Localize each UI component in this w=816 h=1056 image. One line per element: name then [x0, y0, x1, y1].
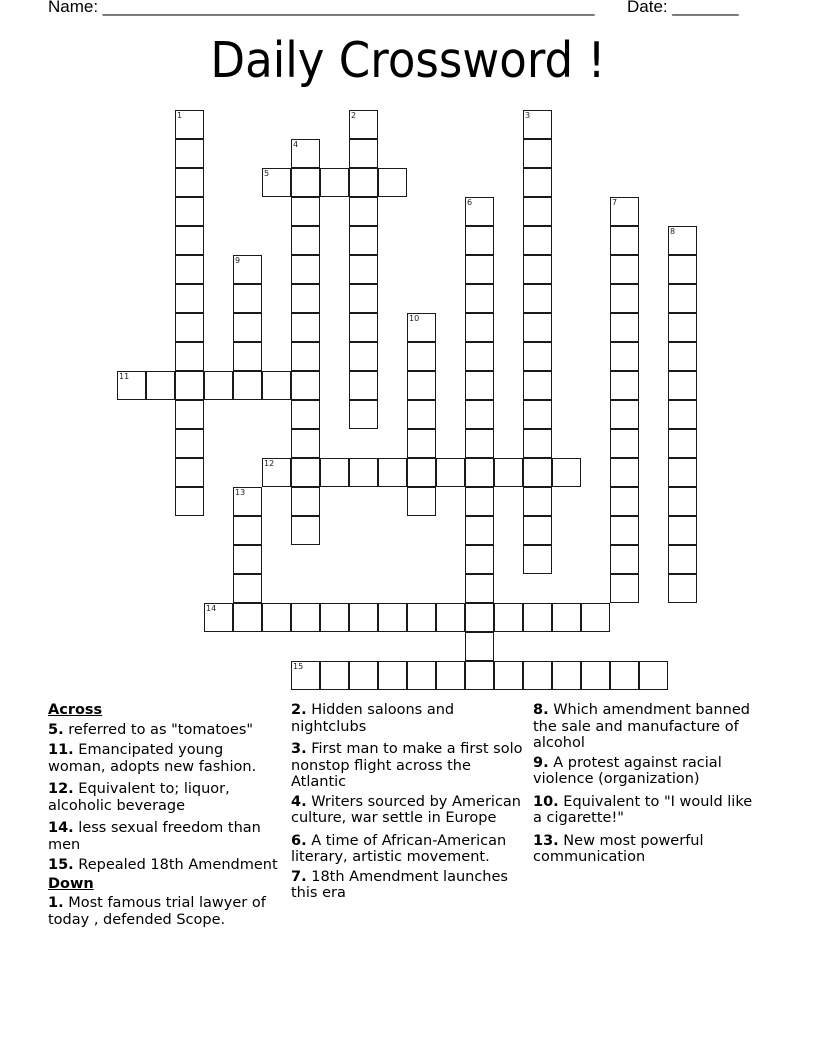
- grid-cell[interactable]: [668, 545, 697, 574]
- clue-down-9: [533, 755, 765, 788]
- grid-cell[interactable]: [523, 429, 552, 458]
- grid-cell[interactable]: [494, 458, 523, 487]
- grid-cell[interactable]: [668, 342, 697, 371]
- grid-cell[interactable]: [233, 545, 262, 574]
- clue-down-8: [533, 702, 765, 752]
- grid-cell[interactable]: [320, 168, 349, 197]
- grid-cell[interactable]: [378, 458, 407, 487]
- grid-cell[interactable]: [581, 661, 610, 690]
- grid-cell[interactable]: [378, 661, 407, 690]
- grid-cell[interactable]: [465, 632, 494, 661]
- clue-number: 2.: [291, 702, 307, 718]
- grid-cell[interactable]: [175, 400, 204, 429]
- grid-cell[interactable]: [233, 255, 262, 284]
- grid-cell[interactable]: [610, 226, 639, 255]
- grid-cell[interactable]: [349, 603, 378, 632]
- grid-cell[interactable]: [262, 371, 291, 400]
- grid-cell[interactable]: [349, 661, 378, 690]
- grid-cell[interactable]: [639, 661, 668, 690]
- grid-cell[interactable]: [175, 168, 204, 197]
- grid-cell[interactable]: [465, 458, 494, 487]
- grid-cell[interactable]: [523, 255, 552, 284]
- clue-number: 9.: [533, 754, 549, 771]
- grid-cell[interactable]: [407, 458, 436, 487]
- grid-cell[interactable]: [668, 371, 697, 400]
- grid-cell[interactable]: [233, 342, 262, 371]
- grid-cell[interactable]: [349, 313, 378, 342]
- grid-cell[interactable]: [668, 458, 697, 487]
- grid-cell[interactable]: [233, 574, 262, 603]
- name-field[interactable]: Name: ____________________________________________________: [48, 0, 595, 16]
- grid-cell[interactable]: [668, 487, 697, 516]
- across-heading: Across: [48, 702, 103, 718]
- clue-text: A protest against racial violence (organization): [533, 754, 722, 787]
- grid-cell[interactable]: [204, 371, 233, 400]
- grid-cell[interactable]: [523, 661, 552, 690]
- grid-cell[interactable]: [262, 458, 291, 487]
- grid-cell[interactable]: [610, 458, 639, 487]
- clues-column-3: [533, 702, 765, 870]
- grid-cell[interactable]: [233, 603, 262, 632]
- clue-number: 14.: [48, 820, 74, 836]
- page-title: Daily Crossword !: [210, 32, 606, 89]
- grid-cell[interactable]: [320, 661, 349, 690]
- clue-number: 8.: [533, 702, 549, 718]
- grid-cell[interactable]: [610, 545, 639, 574]
- grid-cell[interactable]: [523, 313, 552, 342]
- grid-cell[interactable]: [465, 342, 494, 371]
- clue-text: less sexual freedom than men: [48, 820, 261, 853]
- grid-cell[interactable]: [349, 342, 378, 371]
- grid-cell[interactable]: [175, 226, 204, 255]
- grid-cell[interactable]: [668, 226, 697, 255]
- grid-cell[interactable]: [465, 284, 494, 313]
- grid-cell[interactable]: [407, 603, 436, 632]
- grid-cell[interactable]: [291, 168, 320, 197]
- grid-cell[interactable]: [407, 487, 436, 516]
- grid-cell[interactable]: [610, 661, 639, 690]
- clue-down-10: [533, 794, 765, 827]
- grid-cell[interactable]: [523, 168, 552, 197]
- grid-cell[interactable]: [291, 255, 320, 284]
- grid-cell[interactable]: [320, 458, 349, 487]
- date-field[interactable]: Date: _______: [627, 0, 739, 16]
- grid-cell[interactable]: [349, 458, 378, 487]
- grid-cell[interactable]: [291, 400, 320, 429]
- grid-cell[interactable]: [407, 661, 436, 690]
- grid-cell[interactable]: [233, 371, 262, 400]
- grid-cell[interactable]: [494, 603, 523, 632]
- grid-cell[interactable]: [523, 545, 552, 574]
- grid-cell[interactable]: [465, 603, 494, 632]
- grid-cell[interactable]: [349, 371, 378, 400]
- cell-number: 5: [264, 169, 270, 178]
- grid-cell[interactable]: [465, 574, 494, 603]
- grid-cell[interactable]: [175, 110, 204, 139]
- cell-number: 10: [409, 314, 420, 323]
- grid-cell[interactable]: [436, 661, 465, 690]
- grid-cell[interactable]: [349, 110, 378, 139]
- clue-number: 5.: [48, 721, 64, 738]
- grid-cell[interactable]: [465, 400, 494, 429]
- grid-cell[interactable]: [349, 197, 378, 226]
- clue-number: 7.: [291, 868, 307, 885]
- clue-across-15: [48, 857, 280, 874]
- clue-text: A time of African-American literary, artistic movement.: [291, 832, 507, 865]
- cell-number: 9: [235, 256, 241, 265]
- grid-cell[interactable]: [523, 458, 552, 487]
- clue-number: 10.: [533, 793, 559, 810]
- grid-cell[interactable]: [146, 371, 175, 400]
- clue-across-12: [48, 781, 280, 814]
- grid-cell[interactable]: [668, 574, 697, 603]
- clue-down-6: [291, 833, 523, 866]
- clue-down-3: [291, 741, 523, 791]
- grid-cell[interactable]: [523, 342, 552, 371]
- grid-cell[interactable]: [175, 342, 204, 371]
- grid-cell[interactable]: [175, 487, 204, 516]
- grid-cell[interactable]: [291, 603, 320, 632]
- clue-text: referred to as "tomatoes": [68, 721, 254, 738]
- clue-across-14: [48, 820, 280, 853]
- grid-cell[interactable]: [378, 603, 407, 632]
- grid-cell[interactable]: [465, 516, 494, 545]
- clue-number: 3.: [291, 741, 307, 757]
- down-heading: Down: [48, 875, 94, 892]
- grid-cell[interactable]: [552, 458, 581, 487]
- grid-cell[interactable]: [291, 226, 320, 255]
- grid-cell[interactable]: [523, 226, 552, 255]
- clue-down-4: [291, 794, 523, 827]
- grid-cell[interactable]: [523, 400, 552, 429]
- grid-cell[interactable]: [291, 139, 320, 168]
- grid-cell[interactable]: [291, 284, 320, 313]
- grid-cell[interactable]: [610, 197, 639, 226]
- cell-number: 3: [525, 111, 531, 120]
- clue-number: 12.: [48, 781, 74, 797]
- grid-cell[interactable]: [465, 255, 494, 284]
- cell-number: 8: [670, 227, 676, 236]
- clue-text: Emancipated young woman, adopts new fashion.: [48, 742, 257, 775]
- grid-cell[interactable]: [407, 371, 436, 400]
- grid-cell[interactable]: [523, 516, 552, 545]
- cell-number: 13: [235, 488, 246, 497]
- clue-across-5: [48, 722, 280, 739]
- grid-cell[interactable]: [668, 255, 697, 284]
- grid-cell[interactable]: [523, 284, 552, 313]
- grid-cell[interactable]: [610, 342, 639, 371]
- clue-text: New most powerful communication: [533, 832, 704, 865]
- grid-cell[interactable]: [175, 429, 204, 458]
- grid-cell[interactable]: [523, 139, 552, 168]
- cell-number: 12: [264, 459, 275, 468]
- clue-text: First man to make a first solo nonstop flight across the Atlantic: [291, 741, 523, 790]
- clue-down-13: [533, 833, 765, 866]
- grid-cell[interactable]: [117, 371, 146, 400]
- grid-cell[interactable]: [552, 603, 581, 632]
- grid-cell[interactable]: [552, 661, 581, 690]
- grid-cell[interactable]: [581, 603, 610, 632]
- grid-cell[interactable]: [407, 400, 436, 429]
- grid-cell[interactable]: [610, 313, 639, 342]
- grid-cell[interactable]: [291, 487, 320, 516]
- clue-number: 6.: [291, 832, 307, 849]
- grid-cell[interactable]: [262, 603, 291, 632]
- grid-cell[interactable]: [610, 487, 639, 516]
- grid-cell[interactable]: [668, 313, 697, 342]
- grid-cell[interactable]: [175, 197, 204, 226]
- clues-column-2: [291, 702, 523, 906]
- grid-cell[interactable]: [233, 487, 262, 516]
- grid-cell[interactable]: [610, 574, 639, 603]
- grid-cell[interactable]: [291, 371, 320, 400]
- grid-cell[interactable]: [291, 516, 320, 545]
- clue-text: Most famous trial lawyer of today , defended Scope.: [48, 895, 266, 928]
- clue-text: Repealed 18th Amendment: [78, 857, 278, 873]
- grid-cell[interactable]: [233, 516, 262, 545]
- grid-cell[interactable]: [465, 545, 494, 574]
- grid-cell[interactable]: [610, 255, 639, 284]
- clue-down-7: [291, 869, 523, 902]
- grid-cell[interactable]: [204, 603, 233, 632]
- grid-cell[interactable]: [523, 603, 552, 632]
- clue-number: 11.: [48, 742, 74, 758]
- clue-across-11: [48, 742, 280, 775]
- grid-cell[interactable]: [610, 371, 639, 400]
- grid-cell[interactable]: [465, 487, 494, 516]
- cell-number: 7: [612, 198, 618, 207]
- grid-cell[interactable]: [349, 226, 378, 255]
- clue-number: 15.: [48, 857, 74, 873]
- grid-cell[interactable]: [465, 313, 494, 342]
- grid-cell[interactable]: [523, 110, 552, 139]
- cell-number: 6: [467, 198, 473, 207]
- clue-text: 18th Amendment launches this era: [291, 868, 508, 901]
- grid-cell[interactable]: [610, 429, 639, 458]
- grid-cell[interactable]: [175, 371, 204, 400]
- grid-cell[interactable]: [291, 661, 320, 690]
- clue-number: 4.: [291, 793, 307, 810]
- clues-column-1: [48, 702, 280, 932]
- grid-cell[interactable]: [320, 603, 349, 632]
- grid-cell[interactable]: [349, 400, 378, 429]
- grid-cell[interactable]: [436, 458, 465, 487]
- grid-cell[interactable]: [291, 429, 320, 458]
- grid-cell[interactable]: [291, 313, 320, 342]
- grid-cell[interactable]: [175, 284, 204, 313]
- cell-number: 15: [293, 662, 304, 671]
- grid-cell[interactable]: [233, 284, 262, 313]
- grid-cell[interactable]: [349, 255, 378, 284]
- grid-cell[interactable]: [349, 139, 378, 168]
- grid-cell[interactable]: [610, 400, 639, 429]
- grid-cell[interactable]: [465, 371, 494, 400]
- grid-cell[interactable]: [523, 371, 552, 400]
- grid-cell[interactable]: [465, 661, 494, 690]
- grid-cell[interactable]: [523, 487, 552, 516]
- clue-text: Equivalent to "I would like a cigarette!": [533, 793, 753, 826]
- grid-cell[interactable]: [407, 429, 436, 458]
- grid-cell[interactable]: [668, 429, 697, 458]
- grid-cell[interactable]: [175, 458, 204, 487]
- grid-cell[interactable]: [436, 603, 465, 632]
- clue-text: Writers sourced by American culture, war settle in Europe: [291, 793, 521, 826]
- crossword-grid: [117, 110, 697, 690]
- grid-cell[interactable]: [349, 284, 378, 313]
- clue-text: Hidden saloons and nightclubs: [291, 702, 455, 735]
- grid-cell[interactable]: [233, 313, 262, 342]
- grid-cell[interactable]: [668, 516, 697, 545]
- grid-cell[interactable]: [175, 313, 204, 342]
- grid-cell[interactable]: [668, 400, 697, 429]
- grid-cell[interactable]: [262, 168, 291, 197]
- grid-cell[interactable]: [175, 255, 204, 284]
- grid-cell[interactable]: [494, 661, 523, 690]
- grid-cell[interactable]: [407, 342, 436, 371]
- grid-cell[interactable]: [175, 139, 204, 168]
- cell-number: 11: [119, 372, 130, 381]
- cell-number: 14: [206, 604, 217, 613]
- grid-cell[interactable]: [465, 429, 494, 458]
- grid-cell[interactable]: [523, 197, 552, 226]
- grid-cell[interactable]: [291, 342, 320, 371]
- clue-down-2: [291, 702, 523, 735]
- cell-number: 1: [177, 111, 183, 120]
- grid-cell[interactable]: [291, 197, 320, 226]
- cell-number: 2: [351, 111, 357, 120]
- grid-cell[interactable]: [291, 458, 320, 487]
- clue-text: Equivalent to; liquor, alcoholic beverage: [48, 781, 230, 814]
- cell-number: 4: [293, 140, 299, 149]
- clue-text: Which amendment banned the sale and manufacture of alcohol: [533, 702, 750, 751]
- grid-cell[interactable]: [349, 168, 378, 197]
- grid-cell[interactable]: [465, 226, 494, 255]
- grid-cell[interactable]: [668, 284, 697, 313]
- grid-cell[interactable]: [610, 284, 639, 313]
- grid-cell[interactable]: [407, 313, 436, 342]
- clue-down-1: [48, 895, 280, 928]
- grid-cell[interactable]: [465, 197, 494, 226]
- clue-number: 13.: [533, 832, 559, 849]
- clue-number: 1.: [48, 895, 64, 911]
- grid-cell[interactable]: [610, 516, 639, 545]
- grid-cell[interactable]: [378, 168, 407, 197]
